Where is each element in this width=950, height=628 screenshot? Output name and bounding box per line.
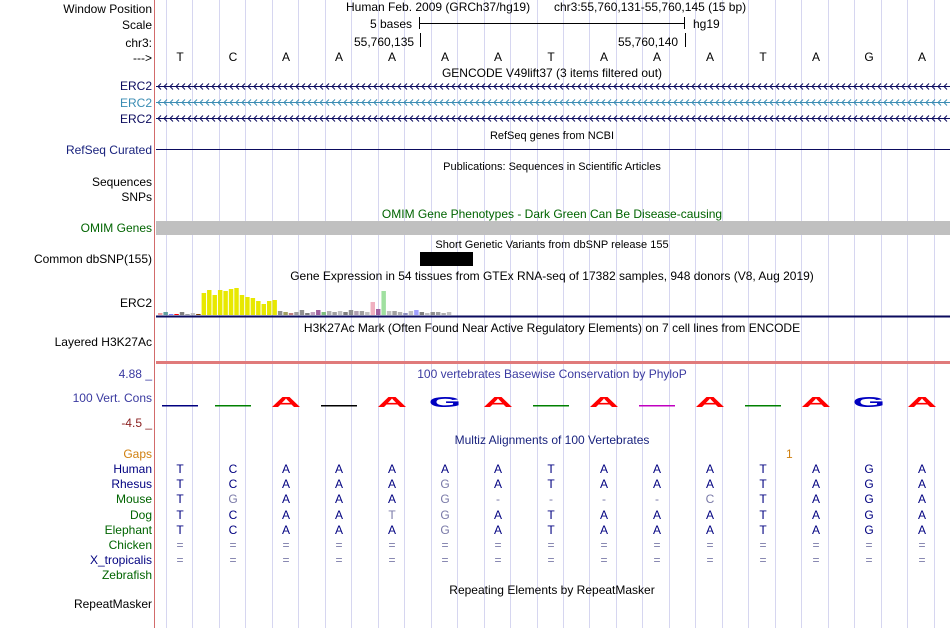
alignment-base: A [387, 522, 396, 537]
alignment-base: A [334, 462, 343, 476]
phylop-tick [745, 405, 781, 407]
label-cons-max: 4.88 _ [118, 367, 152, 381]
label-strand: ---> [133, 51, 152, 65]
label-layered-h3k27ac[interactable]: Layered H3K27Ac [54, 335, 152, 349]
alignment-base: A [334, 522, 343, 537]
label-sequences[interactable]: Sequences [91, 175, 152, 189]
alignment-base: A [599, 477, 608, 492]
alignment-base: T [759, 492, 767, 507]
gaps-value: 1 [786, 447, 793, 461]
gtex-tissue-bar [202, 293, 206, 315]
phylop-tick [215, 405, 251, 407]
reference-base: A [281, 50, 290, 64]
alignment-base: = [918, 553, 926, 568]
gtex-tissue-bar [338, 311, 342, 315]
alignment-base: A [811, 477, 820, 492]
gtex-tissue-bar [256, 301, 260, 315]
alignment-base: C [228, 507, 238, 522]
phylop-glyph: A [588, 394, 620, 407]
gtex-tissue-bar [360, 311, 364, 315]
phylop-tick [533, 405, 569, 407]
assembly-title: Human Feb. 2009 (GRCh37/hg19) [346, 0, 531, 14]
alignment-base: T [547, 477, 555, 492]
label-gaps: Gaps [123, 447, 152, 461]
gtex-tissue-bar [447, 312, 451, 315]
label-refseq-curated[interactable]: RefSeq Curated [65, 143, 152, 157]
phylop-title: 100 vertebrates Basewise Conservation by PhyloP [417, 367, 687, 381]
scale-bases: 5 bases [370, 17, 413, 31]
alignment-base: G [864, 522, 874, 537]
alignment-base: = [176, 553, 184, 568]
species-label[interactable]: Human [113, 462, 152, 476]
alignment-base: A [493, 477, 502, 492]
gtex-tissue-bar [158, 313, 162, 315]
gtex-tissue-bar [387, 311, 391, 315]
coord-1-tick [420, 33, 421, 47]
gtex-tissue-bar [354, 311, 358, 315]
gtex-tissue-bar [316, 310, 320, 315]
species-label[interactable]: Rhesus [111, 477, 152, 492]
alignment-base: = [812, 538, 820, 552]
gtex-tissue-bar [245, 297, 249, 315]
gtex-tissue-bar [163, 312, 167, 315]
alignment-base: G [228, 492, 238, 507]
label-divider [154, 0, 155, 628]
alignment-base: A [917, 492, 926, 507]
gtex-tissue-bar [180, 312, 184, 315]
h3k27ac-title: H3K27Ac Mark (Often Found Near Active Regulatory Elements) on 7 cell lines from ENCODE [303, 321, 801, 335]
alignment-base: T [176, 522, 184, 537]
alignment-base: A [334, 492, 343, 507]
position-readout: chr3:55,760,131-55,760,145 (15 bp) [554, 0, 747, 14]
gtex-tissue-bar [403, 313, 407, 315]
alignment-base: = [229, 553, 237, 568]
label-window-position: Window Position [63, 2, 152, 16]
gtex-tissue-bar [240, 295, 244, 315]
multiz-title: Multiz Alignments of 100 Vertebrates [454, 433, 650, 447]
alignment-base: = [865, 553, 873, 568]
alignment-base: A [917, 462, 926, 476]
alignment-base: = [388, 553, 396, 568]
phylop-glyph: G [428, 394, 462, 407]
alignment-base: A [281, 477, 290, 492]
alignment-base: A [652, 522, 661, 537]
gtex-tissue-bar [371, 302, 375, 315]
alignment-base: A [811, 507, 820, 522]
gtex-tissue-bar [414, 310, 418, 315]
alignment-base: T [759, 507, 767, 522]
dbsnp-title: Short Genetic Variants from dbSNP release 155 [435, 239, 669, 251]
gtex-tissue-bar [436, 312, 440, 315]
alignment-base: = [335, 553, 343, 568]
label-scale: Scale [121, 18, 152, 32]
gtex-tissue-bar [398, 312, 402, 315]
gtex-tissue-bar [174, 314, 178, 315]
tracks-area [156, 0, 950, 628]
alignment-base: C [228, 462, 238, 476]
alignment-base: G [440, 492, 450, 507]
phylop-glyph: A [800, 394, 832, 407]
reference-base: A [334, 50, 343, 64]
gtex-expression-chart[interactable] [156, 284, 950, 318]
gtex-tissue-bar [311, 312, 315, 315]
phylop-glyph: G [852, 394, 886, 407]
alignment-base: T [388, 507, 396, 522]
alignment-base: T [176, 492, 184, 507]
erc2-transcript-1[interactable] [156, 83, 950, 90]
phylop-glyph: A [482, 394, 514, 407]
alignment-base: G [864, 462, 874, 476]
refseq-title: RefSeq genes from NCBI [489, 130, 615, 142]
gtex-tissue-bar [294, 312, 298, 315]
alignment-base: = [282, 538, 290, 552]
alignment-base: A [652, 477, 661, 492]
reference-base: G [864, 50, 874, 64]
scale-bar [419, 17, 685, 29]
reference-base: A [599, 50, 608, 64]
species-label[interactable]: Dog [129, 507, 152, 522]
alignment-base: = [759, 538, 767, 552]
reference-base: A [811, 50, 820, 64]
alignment-base: T [547, 522, 555, 537]
alignment-base: A [599, 462, 608, 476]
gtex-tissue-bar [223, 291, 227, 315]
alignment-base: A [334, 507, 343, 522]
gtex-tissue-bar [332, 312, 336, 315]
alignment-base: G [440, 522, 450, 537]
gtex-tissue-bar [262, 304, 266, 315]
scale-db: hg19 [693, 17, 720, 31]
phylop-glyph: A [376, 394, 408, 407]
alignment-base: A [387, 492, 396, 507]
alignment-base: = [282, 553, 290, 568]
gtex-tissue-bar [300, 310, 304, 315]
gtex-tissue-bar [289, 313, 293, 315]
reference-base: A [387, 50, 396, 64]
alignment-base: = [441, 553, 449, 568]
alignment-base: = [706, 538, 714, 552]
dbsnp-variant[interactable] [420, 252, 473, 266]
reference-base: C [228, 50, 238, 64]
gtex-tissue-bar [305, 313, 309, 315]
alignment-base: A [917, 522, 926, 537]
alignment-base: = [494, 538, 502, 552]
gtex-tissue-bar [213, 295, 217, 315]
phylop-tick [162, 405, 198, 407]
label-100-vert-cons[interactable]: 100 Vert. Cons [72, 391, 152, 405]
gtex-tissue-bar [218, 290, 222, 315]
gtex-tissue-bar [185, 314, 189, 315]
label-cons-min: -4.5 _ [121, 416, 152, 430]
alignment-base: = [229, 538, 237, 552]
gtex-tissue-bar [272, 300, 276, 315]
alignment-base: = [547, 553, 555, 568]
gtex-tissue-bar [431, 312, 435, 315]
reference-base: T [176, 50, 184, 64]
species-label[interactable]: Mouse [115, 492, 152, 507]
alignment-base: A [493, 522, 502, 537]
gtex-tissue-bar [343, 312, 347, 315]
alignment-base: = [759, 553, 767, 568]
gtex-tissue-bar [420, 312, 424, 315]
reference-base: A [493, 50, 502, 64]
alignment-base: - [549, 492, 553, 507]
alignment-base: A [281, 507, 290, 522]
alignment-base: = [335, 538, 343, 552]
erc2-transcript-3[interactable] [156, 115, 950, 122]
alignment-base: = [600, 553, 608, 568]
alignment-base: A [334, 477, 343, 492]
phylop-glyph: A [270, 394, 302, 407]
alignment-base: T [176, 462, 184, 476]
alignment-base: A [811, 522, 820, 537]
alignment-base: - [655, 492, 659, 507]
alignment-base: A [387, 477, 396, 492]
gtex-tissue-bar [267, 301, 271, 315]
alignment-base: = [706, 553, 714, 568]
label-snps[interactable]: SNPs [121, 190, 152, 204]
label-erc2-2[interactable]: ERC2 [119, 96, 152, 110]
alignment-base: = [176, 538, 184, 552]
species-label[interactable]: Chicken [108, 538, 152, 552]
label-gtex-gene[interactable]: ERC2 [119, 296, 152, 310]
species-label[interactable]: X_tropicalis [89, 553, 152, 568]
reference-base: T [759, 50, 767, 64]
alignment-base: = [812, 553, 820, 568]
alignment-base: = [547, 538, 555, 552]
alignment-base: G [440, 507, 450, 522]
gtex-tissue-bar [392, 311, 396, 315]
alignment-base: A [493, 462, 502, 476]
alignment-base: G [864, 492, 874, 507]
alignment-base: A [811, 462, 820, 476]
gtex-tissue-bar [327, 311, 331, 315]
alignment-base: C [705, 492, 715, 507]
label-common-dbsnp[interactable]: Common dbSNP(155) [33, 252, 152, 266]
gtex-tissue-bar [349, 310, 353, 315]
species-label[interactable]: Zebrafish [101, 568, 152, 583]
alignment-base: T [176, 507, 184, 522]
reference-base: T [547, 50, 555, 64]
alignment-base: C [228, 477, 238, 492]
reference-base: A [917, 50, 926, 64]
alignment-base: = [441, 538, 449, 552]
alignment-base: A [705, 477, 714, 492]
alignment-base: T [547, 462, 555, 476]
alignment-base: T [759, 477, 767, 492]
publications-title: Publications: Sequences in Scientific Articles [443, 161, 661, 173]
alignment-base: = [653, 538, 661, 552]
alignment-base: - [602, 492, 606, 507]
omim-gene-bar[interactable] [156, 221, 950, 235]
alignment-base: = [865, 538, 873, 552]
phylop-glyph: A [694, 394, 726, 407]
gtex-tissue-bar [191, 313, 195, 315]
phylop-logo[interactable] [156, 385, 950, 407]
alignment-base: A [599, 522, 608, 537]
gtex-tissue-bar [278, 311, 282, 315]
track-labels-column [0, 0, 154, 628]
gtex-tissue-bar [207, 290, 211, 315]
gtex-tissue-bar [381, 291, 385, 315]
species-label[interactable]: Elephant [104, 522, 152, 537]
alignment-base: C [228, 522, 238, 537]
phylop-glyph: A [906, 394, 938, 407]
alignment-base: = [494, 553, 502, 568]
alignment-base: A [281, 522, 290, 537]
alignment-base: = [600, 538, 608, 552]
gtex-tissue-bar [365, 312, 369, 315]
gtex-tissue-bar [425, 313, 429, 315]
alignment-base: A [387, 462, 396, 476]
alignment-base: A [281, 492, 290, 507]
gtex-tissue-bar [441, 313, 445, 315]
alignment-base: A [440, 462, 449, 476]
gencode-title: GENCODE V49lift37 (3 items filtered out) [441, 66, 663, 80]
alignment-base: A [493, 507, 502, 522]
coord-2: 55,760,140 [618, 35, 679, 49]
alignment-base: A [917, 477, 926, 492]
alignment-base: = [918, 538, 926, 552]
reference-base: A [705, 50, 714, 64]
phylop-tick [639, 405, 675, 407]
gtex-tissue-bar [283, 312, 287, 315]
alignment-base: T [176, 477, 184, 492]
gtex-tissue-bar [376, 309, 380, 315]
coord-2-tick [685, 33, 686, 47]
gtex-title: Gene Expression in 54 tissues from GTEx RNA-seq of 17382 samples, 948 donors (V8, Aug 2019) [290, 269, 814, 283]
coord-1: 55,760,135 [354, 35, 415, 49]
alignment-base: G [864, 507, 874, 522]
alignment-base: A [652, 462, 661, 476]
alignment-base: - [496, 492, 500, 507]
gtex-tissue-bar [169, 314, 173, 315]
reference-base: A [652, 50, 661, 64]
alignment-base: A [281, 462, 290, 476]
label-repeatmasker[interactable]: RepeatMasker [73, 597, 152, 611]
gtex-tissue-bar [409, 311, 413, 315]
alignment-base: A [705, 507, 714, 522]
gtex-tissue-bar [234, 288, 238, 315]
gtex-tissue-bar [229, 289, 233, 315]
erc2-transcript-2[interactable] [156, 99, 950, 106]
alignment-base: T [759, 462, 767, 476]
phylop-tick [321, 405, 357, 407]
omim-title: OMIM Gene Phenotypes - Dark Green Can Be Disease-causing [381, 207, 723, 221]
alignment-base: A [705, 462, 714, 476]
alignment-base: T [759, 522, 767, 537]
alignment-base: A [705, 522, 714, 537]
alignment-base: G [440, 477, 450, 492]
label-omim-genes[interactable]: OMIM Genes [80, 221, 152, 235]
label-erc2-3[interactable]: ERC2 [119, 112, 152, 126]
label-chrom: chr3: [125, 36, 152, 50]
alignment-base: = [388, 538, 396, 552]
reference-base: A [440, 50, 449, 64]
h3k27ac-signal[interactable] [156, 361, 950, 364]
alignment-base: A [811, 492, 820, 507]
alignment-base: = [653, 553, 661, 568]
gtex-tissue-bar [251, 298, 255, 315]
refseq-gene-line[interactable] [156, 149, 950, 150]
repeatmasker-title: Repeating Elements by RepeatMasker [449, 583, 655, 597]
alignment-base: A [599, 507, 608, 522]
alignment-base: A [652, 507, 661, 522]
gtex-tissue-bar [196, 314, 200, 315]
alignment-base: A [917, 507, 926, 522]
alignment-base: G [864, 477, 874, 492]
alignment-base: T [547, 507, 555, 522]
label-erc2-1[interactable]: ERC2 [119, 79, 152, 93]
gtex-tissue-bar [322, 312, 326, 315]
